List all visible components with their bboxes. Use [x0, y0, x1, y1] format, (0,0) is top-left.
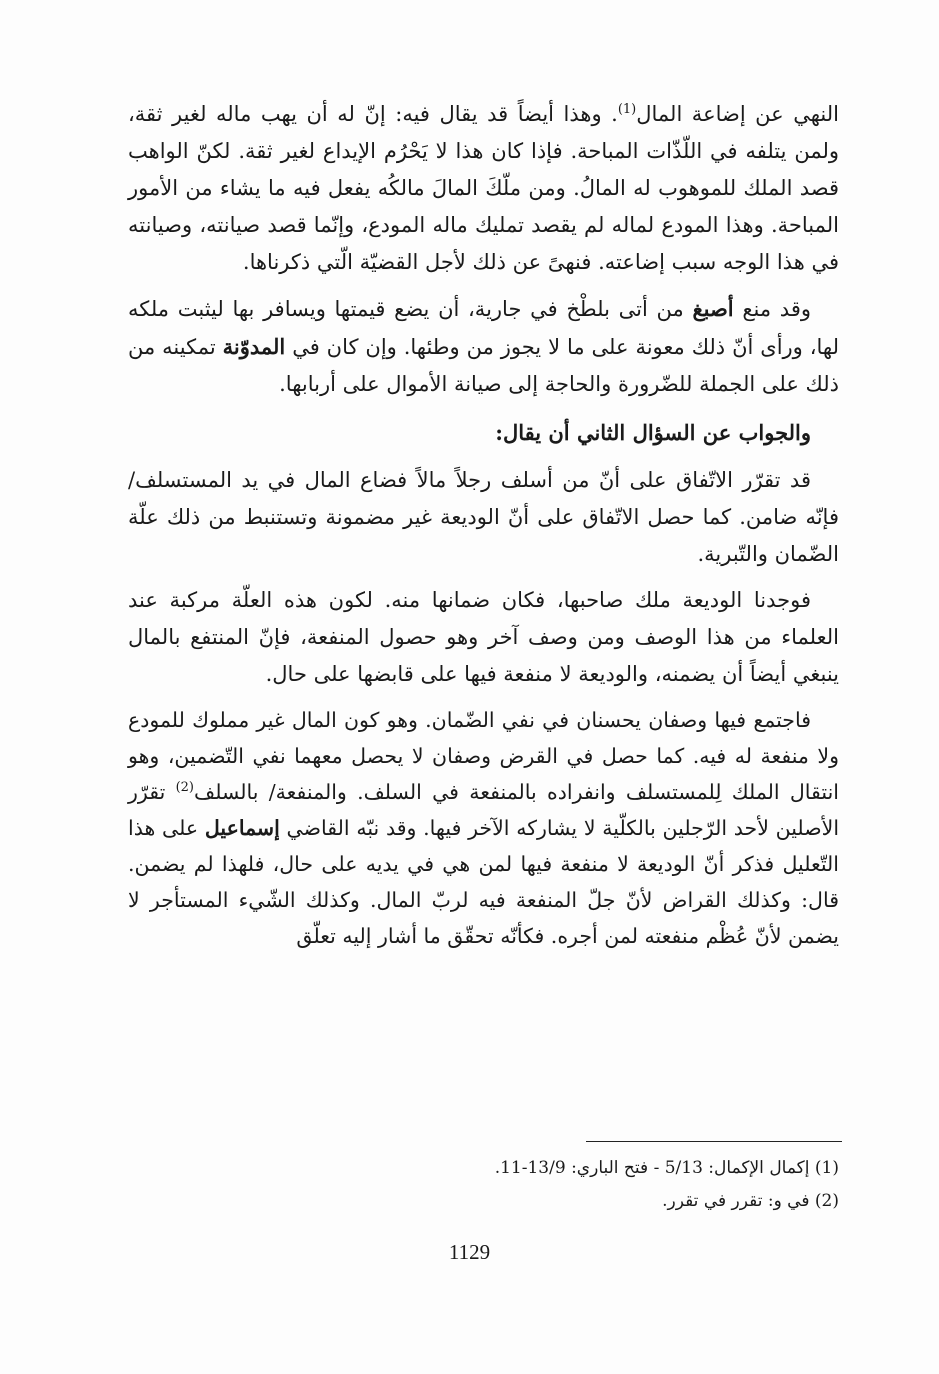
footnote: (1) إكمال الإكمال: 5/13 - فتح الباري: 13/9-11.: [494, 1158, 839, 1178]
bold-term: والجواب عن السؤال الثاني أن يقال:: [495, 420, 811, 445]
paragraph: [128, 96, 839, 281]
paragraph: [128, 290, 839, 403]
footnotes: [128, 1152, 839, 1218]
text-run: على هذا التّعليل فذكر أنّ الوديعة لا منفعة فيها لمن هي في يديه على حال، فلهذا لم يضمن. قال: وكذلك القراض لأنّ جلّ المنفعة فيه لربّ المال. وكذلك الشّيء المستأجر لا يضمن لأنّ عُظْم منفعته لمن أجره. فكأنّه تحقّق ما أشار إليه تعلّق: [128, 816, 839, 948]
text-run: فاجتمع فيها وصفان يحسنان في نفي الضّمان. وهو كون المال غير مملوك للمودع ولا منفعة له فيه. كما حصل في القرض وصفان لا يحصل معهما نفي التّضمين، وهو انتقال الملك لِلمستسلف وانفراده بالمنفعة في السلف. والمنفعة/ بالسلف: [128, 708, 839, 804]
paragraph: [128, 702, 839, 954]
text-run: من أتى بلطْخ في جارية، أن يضع قيمتها ويسافر بها ليثبت ملكه لها، ورأى أنّ ذلك معونة على ما لا يجوز من وطئها. وإن كان في: [128, 297, 839, 359]
bold-term: إسماعيل: [204, 816, 280, 840]
footnote-marker: (1): [617, 102, 637, 117]
text-run: فوجدنا الوديعة ملك صاحبها، فكان ضمانها منه. لكون هذه العلّة مركبة عند العلماء من هذا الوصف ومن وصف آخر وهو حصول المنفعة، فإنّ المنتفع بالمال ينبغي أيضاً أن يضمنه، والوديعة لا منفعة فيها على قابضها على حال.: [128, 588, 839, 686]
main-text: [128, 96, 839, 954]
footnote-marker: (2): [175, 780, 194, 796]
section-heading: [128, 413, 839, 453]
footnote-separator: [586, 1141, 842, 1142]
footnote: (2) في و: تقرر في تقرر.: [662, 1191, 839, 1211]
bold-term: أصبغ: [692, 296, 734, 321]
text-run: النهي عن إضاعة المال: [636, 102, 839, 126]
text-run: وقد منع: [733, 297, 811, 321]
text-run: . وهذا أيضاً قد يقال فيه: إنّ له أن يهب ماله لغير ثقة، ولمن يتلفه في اللّذّات المباحة. فإذا كان هذا لا يَحْرُم الإيداع لغير ثقة. لكنّ الواهب قصد الملك للموهوب له المالُ. ومن ملّكَ المالَ مالكُه يفعل فيه ما يشاء من الأمور المباحة. وهذا المودع لماله لم يقصد تمليك ماله المودع، وإنّما قصد صيانته، وصيانته في هذا الوجه سبب إضاعته. فنهىً عن ذلك لأجل القضيّة الّتي ذكرناها.: [128, 102, 839, 274]
paragraph: [128, 462, 839, 573]
text-run: تقرّر الأصلين لأحد الرّجلين بالكلّية لا يشاركه الآخر فيها. وقد نبّه القاضي: [128, 780, 840, 840]
text-run: قد تقرّر الاتّفاق على أنّ من أسلف رجلاً مالاً فضاع المال في يد المستسلف/ فإنّه ضامن. كما حصل الاتّفاق على أنّ الوديعة غير مضمونة وتستنبط من ذلك علّة الضّمان والتّبرية.: [128, 468, 839, 566]
bold-term: المدوّنة: [222, 334, 286, 359]
text-run: تمكينه من ذلك على الجملة للضّرورة والحاجة إلى صيانة الأموال على أربابها.: [128, 335, 839, 396]
paragraph: [128, 582, 839, 693]
page-number: 1129: [448, 1240, 491, 1264]
